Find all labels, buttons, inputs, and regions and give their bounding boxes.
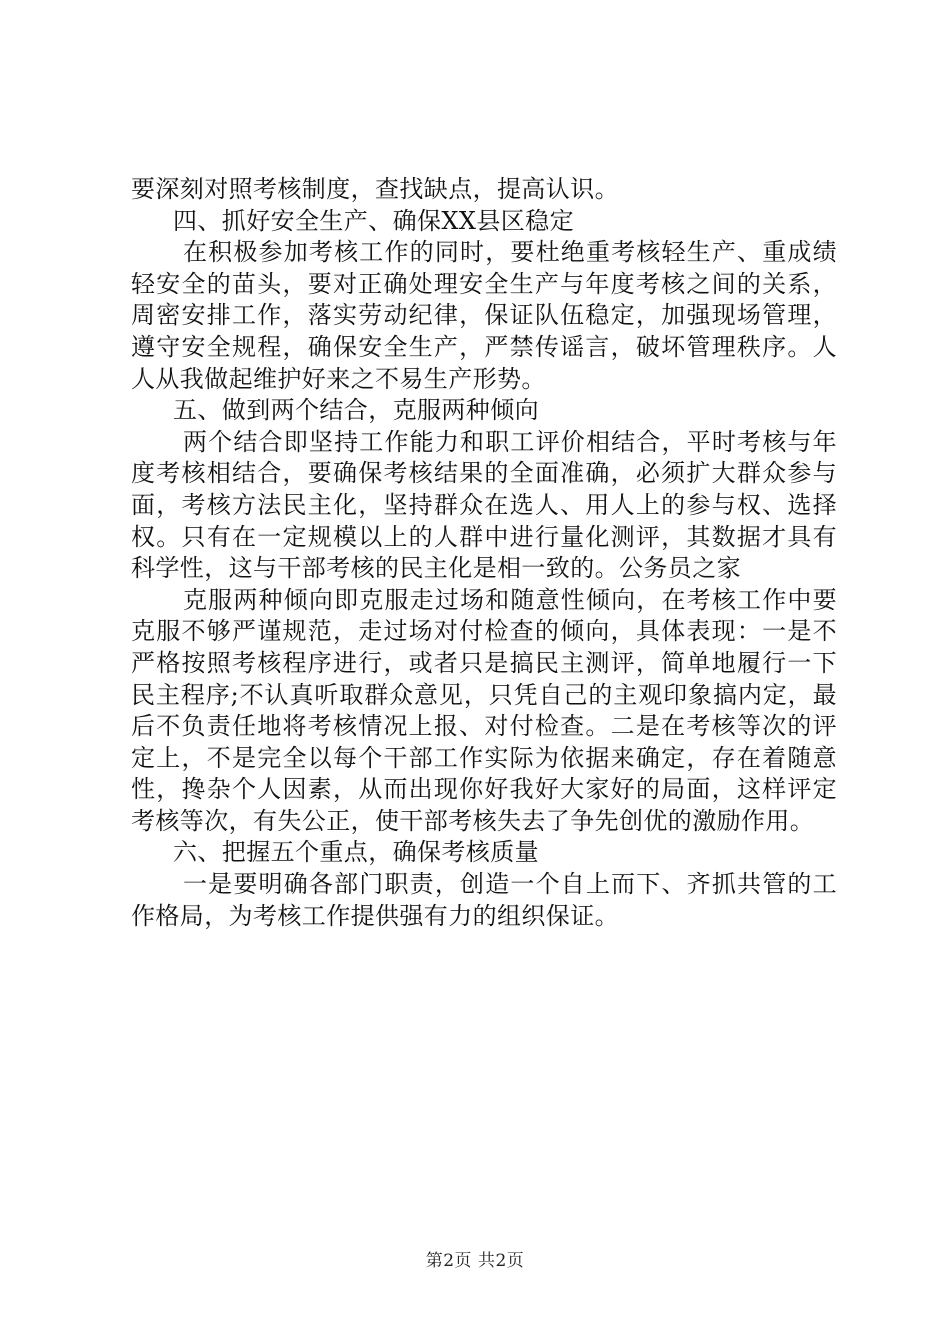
paragraph-two-combinations: 两个结合即坚持工作能力和职工评价相结合，平时考核与年度考核相结合，要确保考核结果的全面准确，必须扩大群众参与面，考核方法民主化，坚持群众在选人、用人上的参与权、选择权。只有在一定规模以上的人群中进行量化测评，其数据才具有科学性，这与干部考核的民主化是相一致的。公务员之家 [131, 427, 837, 583]
section-heading-four: 四、抓好安全生产、确保XX县区稳定 [173, 206, 574, 235]
page-number-footer: 第2页 共2页 [425, 1251, 525, 1271]
paragraph-continuation: 要深刻对照考核制度，查找缺点，提高认识。 [131, 175, 619, 203]
section-heading-six: 六、把握五个重点，确保考核质量 [173, 838, 539, 867]
paragraph-safety-production: 在积极参加考核工作的同时，要杜绝重考核轻生产、重成绩轻安全的苗头，要对正确处理安全生产与年度考核之间的关系，周密安排工作，落实劳动纪律，保证队伍稳定，加强现场管理，遵守安全规程，确保安全生产，严禁传谣言，破坏管理秩序。人人从我做起维护好来之不易生产形势。 [131, 238, 837, 393]
paragraph-department-duties: 一是要明确各部门职责，创造一个自上而下、齐抓共管的工作格局，为考核工作提供强有力的组织保证。 [131, 870, 837, 930]
section-heading-five: 五、做到两个结合，克服两种倾向 [173, 396, 539, 425]
document-body [131, 174, 837, 932]
paragraph-two-tendencies: 克服两种倾向即克服走过场和随意性倾向，在考核工作中要克服不够严谨规范，走过场对付检查的倾向，具体表现：一是不严格按照考核程序进行，或者只是搞民主测评，简单地履行一下民主程序;不认真听取群众意见，只凭自己的主观印象搞内定，最后不负责任地将考核情况上报、对付检查。二是在考核等次的评定上，不是完全以每个干部工作实际为依据来确定，存在着随意性，搀杂个人因素，从而出现你好我好大家好的局面，这样评定考核等次，有失公正，使干部考核失去了争先创优的激励作用。 [131, 585, 837, 835]
